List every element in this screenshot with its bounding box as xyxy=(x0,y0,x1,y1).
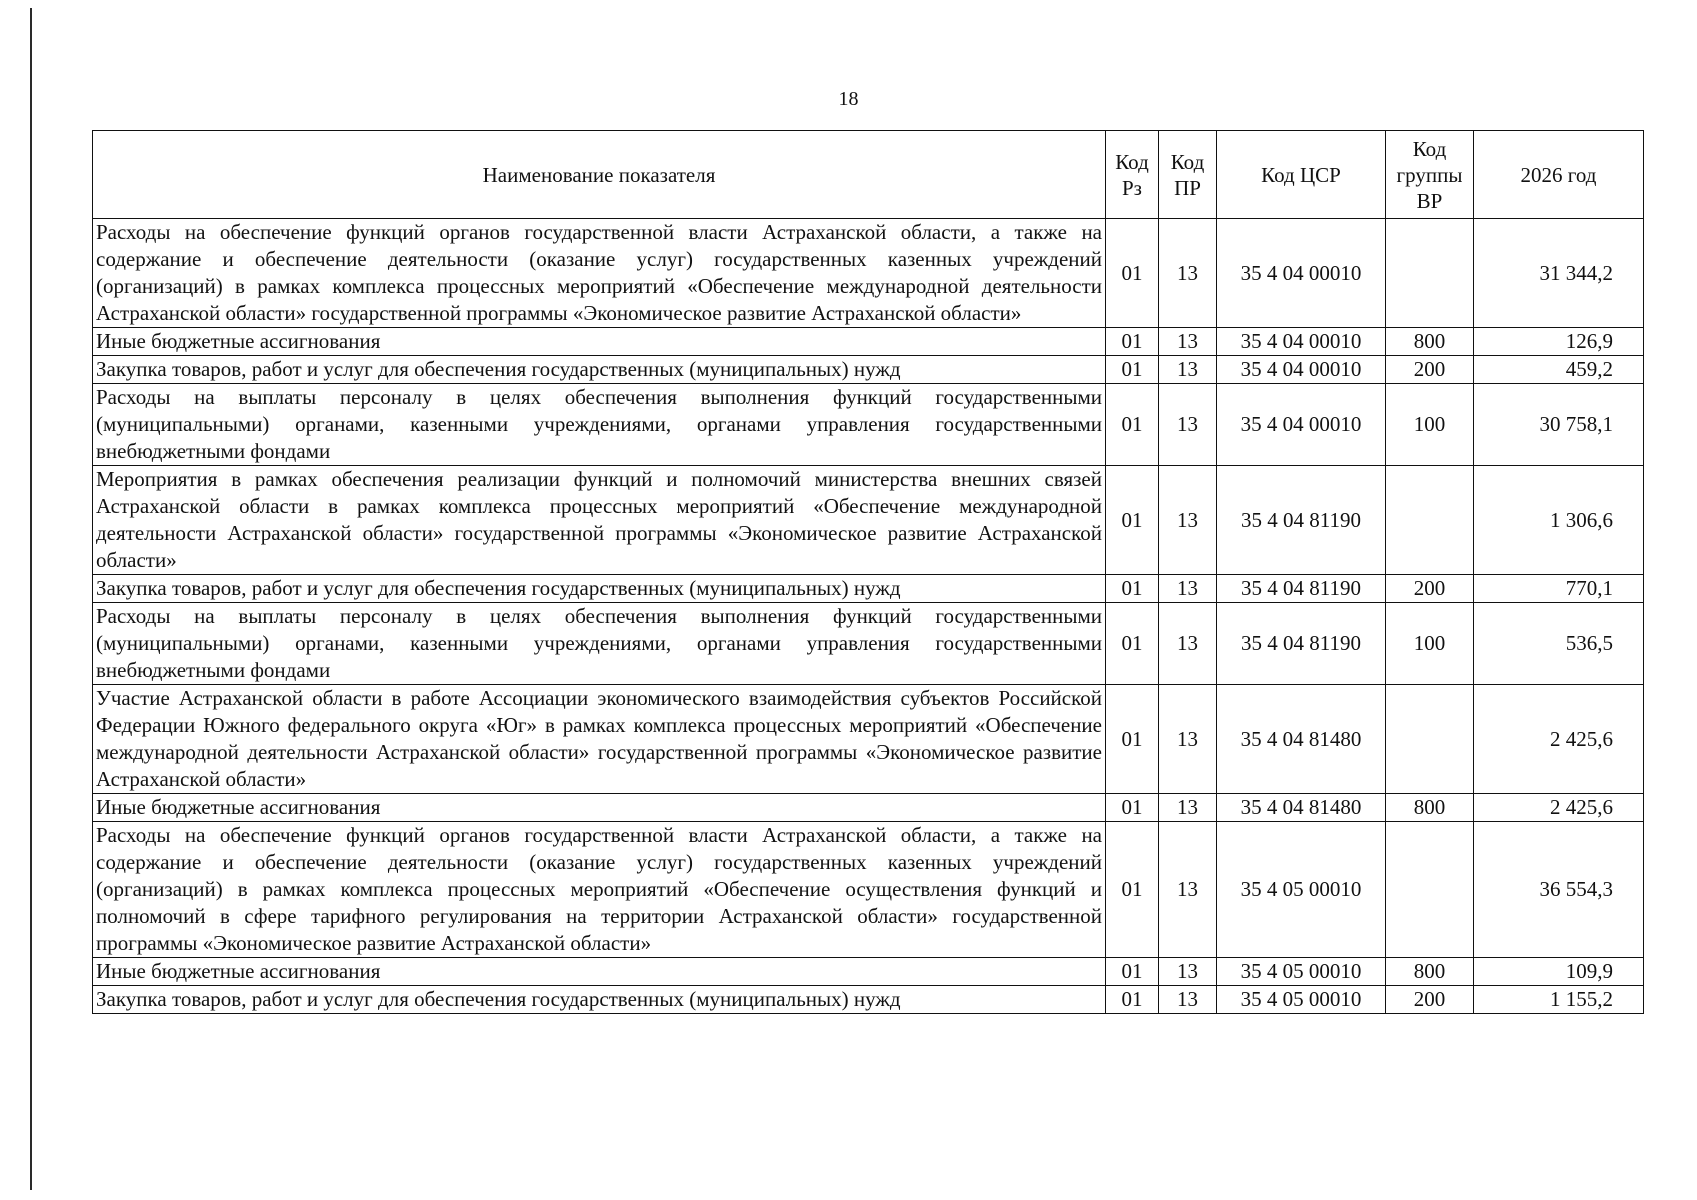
table-row xyxy=(93,328,1644,356)
table-row xyxy=(93,466,1644,575)
row-rz: 01 xyxy=(1106,356,1159,384)
row-amount: 31 344,2 xyxy=(1474,219,1644,328)
row-rz: 01 xyxy=(1106,575,1159,603)
row-vr xyxy=(1386,219,1474,328)
budget-table xyxy=(92,130,1644,1014)
row-vr: 800 xyxy=(1386,328,1474,356)
row-name: Иные бюджетные ассигнования xyxy=(93,328,1106,356)
table-body xyxy=(93,219,1644,1014)
row-amount: 126,9 xyxy=(1474,328,1644,356)
table-header-row xyxy=(93,131,1644,219)
row-csr: 35 4 05 00010 xyxy=(1217,958,1386,986)
row-name: Участие Астраханской области в работе Ассоциации экономического взаимодействия субъектов Российской Федерации Южного федерального округа «Юг» в рамках комплекса процессных мероприятий «Обеспечение международной деятельности Астраханской области» государственной программы «Экономическое развитие Астраханской области» xyxy=(93,685,1106,794)
row-csr: 35 4 04 00010 xyxy=(1217,384,1386,466)
row-name: Закупка товаров, работ и услуг для обеспечения государственных (муниципальных) нужд xyxy=(93,356,1106,384)
row-csr: 35 4 04 00010 xyxy=(1217,219,1386,328)
table-row xyxy=(93,794,1644,822)
header-name: Наименование показателя xyxy=(93,131,1106,219)
header-csr: Код ЦСР xyxy=(1217,131,1386,219)
row-vr: 800 xyxy=(1386,958,1474,986)
row-csr: 35 4 04 81190 xyxy=(1217,575,1386,603)
row-rz: 01 xyxy=(1106,328,1159,356)
row-amount: 1 306,6 xyxy=(1474,466,1644,575)
row-name: Расходы на обеспечение функций органов государственной власти Астраханской области, а также на содержание и обеспечение деятельности (оказание услуг) государственных казенных учреждений (организаций) в рамках комплекса процессных мероприятий «Обеспечение осуществления функций и полномочий в сфере тарифного регулирования на территории Астраханской области» государственной программы «Экономическое развитие Астраханской области» xyxy=(93,822,1106,958)
row-name: Расходы на выплаты персоналу в целях обеспечения выполнения функций государственными (муниципальными) органами, казенными учреждениями, органами управления государственными внебюджетными фондами xyxy=(93,384,1106,466)
row-pr: 13 xyxy=(1159,685,1217,794)
row-pr: 13 xyxy=(1159,328,1217,356)
row-amount: 459,2 xyxy=(1474,356,1644,384)
row-vr: 100 xyxy=(1386,384,1474,466)
row-name: Иные бюджетные ассигнования xyxy=(93,958,1106,986)
row-pr: 13 xyxy=(1159,466,1217,575)
row-name: Закупка товаров, работ и услуг для обеспечения государственных (муниципальных) нужд xyxy=(93,986,1106,1014)
row-csr: 35 4 04 81480 xyxy=(1217,794,1386,822)
row-name: Расходы на выплаты персоналу в целях обеспечения выполнения функций государственными (муниципальными) органами, казенными учреждениями, органами управления государственными внебюджетными фондами xyxy=(93,603,1106,685)
row-amount: 30 758,1 xyxy=(1474,384,1644,466)
row-name: Мероприятия в рамках обеспечения реализации функций и полномочий министерства внешних связей Астраханской области в рамках комплекса процессных мероприятий «Обеспечение международной деятельности Астраханской области» государственной программы «Экономическое развитие Астраханской области» xyxy=(93,466,1106,575)
row-rz: 01 xyxy=(1106,466,1159,575)
row-pr: 13 xyxy=(1159,986,1217,1014)
row-pr: 13 xyxy=(1159,356,1217,384)
table-row xyxy=(93,603,1644,685)
table-row xyxy=(93,986,1644,1014)
row-csr: 35 4 04 81190 xyxy=(1217,603,1386,685)
page-edge-line xyxy=(30,8,32,1190)
row-csr: 35 4 04 81190 xyxy=(1217,466,1386,575)
row-pr: 13 xyxy=(1159,575,1217,603)
row-pr: 13 xyxy=(1159,219,1217,328)
row-rz: 01 xyxy=(1106,685,1159,794)
row-amount: 2 425,6 xyxy=(1474,685,1644,794)
row-csr: 35 4 05 00010 xyxy=(1217,986,1386,1014)
row-rz: 01 xyxy=(1106,986,1159,1014)
row-amount: 536,5 xyxy=(1474,603,1644,685)
row-pr: 13 xyxy=(1159,958,1217,986)
row-csr: 35 4 05 00010 xyxy=(1217,822,1386,958)
row-rz: 01 xyxy=(1106,603,1159,685)
table-row xyxy=(93,958,1644,986)
row-name: Закупка товаров, работ и услуг для обеспечения государственных (муниципальных) нужд xyxy=(93,575,1106,603)
row-pr: 13 xyxy=(1159,822,1217,958)
page-number: 18 xyxy=(838,88,859,110)
table-row xyxy=(93,219,1644,328)
row-vr: 800 xyxy=(1386,794,1474,822)
table-row xyxy=(93,685,1644,794)
row-pr: 13 xyxy=(1159,603,1217,685)
table-row xyxy=(93,356,1644,384)
row-amount: 36 554,3 xyxy=(1474,822,1644,958)
row-pr: 13 xyxy=(1159,384,1217,466)
row-name: Расходы на обеспечение функций органов государственной власти Астраханской области, а также на содержание и обеспечение деятельности (оказание услуг) государственных казенных учреждений (организаций) в рамках комплекса процессных мероприятий «Обеспечение международной деятельности Астраханской области» государственной программы «Экономическое развитие Астраханской области» xyxy=(93,219,1106,328)
header-pr: Код ПР xyxy=(1159,131,1217,219)
row-amount: 1 155,2 xyxy=(1474,986,1644,1014)
row-vr: 200 xyxy=(1386,986,1474,1014)
row-rz: 01 xyxy=(1106,219,1159,328)
row-vr: 200 xyxy=(1386,575,1474,603)
header-rz: Код Рз xyxy=(1106,131,1159,219)
table-row xyxy=(93,822,1644,958)
row-csr: 35 4 04 00010 xyxy=(1217,356,1386,384)
header-vr: Код группы ВР xyxy=(1386,131,1474,219)
row-vr xyxy=(1386,466,1474,575)
row-rz: 01 xyxy=(1106,822,1159,958)
table-row xyxy=(93,575,1644,603)
header-year: 2026 год xyxy=(1474,131,1644,219)
row-rz: 01 xyxy=(1106,794,1159,822)
table-row xyxy=(93,384,1644,466)
row-pr: 13 xyxy=(1159,794,1217,822)
row-rz: 01 xyxy=(1106,384,1159,466)
row-vr: 200 xyxy=(1386,356,1474,384)
row-amount: 770,1 xyxy=(1474,575,1644,603)
row-csr: 35 4 04 00010 xyxy=(1217,328,1386,356)
row-vr: 100 xyxy=(1386,603,1474,685)
row-amount: 2 425,6 xyxy=(1474,794,1644,822)
row-rz: 01 xyxy=(1106,958,1159,986)
row-csr: 35 4 04 81480 xyxy=(1217,685,1386,794)
row-name: Иные бюджетные ассигнования xyxy=(93,794,1106,822)
row-vr xyxy=(1386,685,1474,794)
row-vr xyxy=(1386,822,1474,958)
row-amount: 109,9 xyxy=(1474,958,1644,986)
